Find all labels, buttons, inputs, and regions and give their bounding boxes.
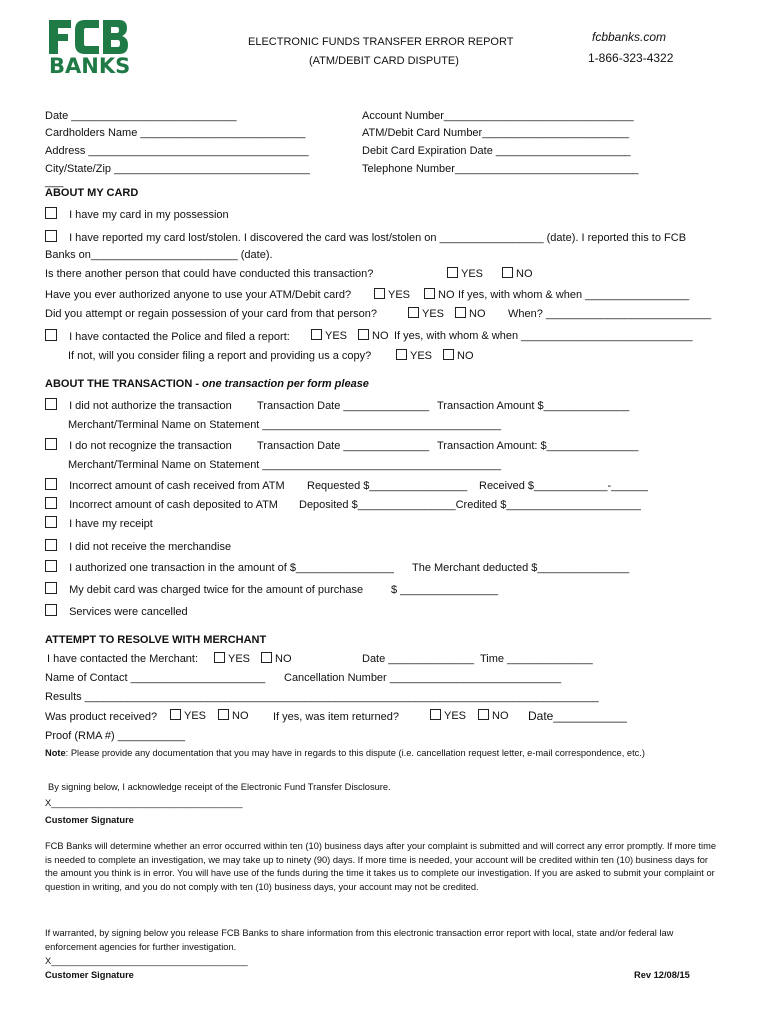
product-received-no[interactable] bbox=[218, 709, 249, 722]
possession-option[interactable] bbox=[45, 207, 229, 221]
yes-label: YES bbox=[444, 710, 467, 722]
authorized-yes[interactable] bbox=[374, 288, 410, 301]
phone-number: 1-866-323-4322 bbox=[588, 51, 674, 65]
regain-no-checkbox[interactable] bbox=[455, 307, 466, 318]
charged-twice-label: My debit card was charged twice for the amount of purchase bbox=[69, 584, 364, 596]
not-authorize-label: I did not authorize the transaction bbox=[69, 400, 232, 412]
telephone-field[interactable]: Telephone Number______________________________ bbox=[362, 163, 639, 175]
not-recognize-option[interactable] bbox=[45, 438, 232, 452]
yes-label: YES bbox=[228, 653, 251, 665]
return-date-field[interactable] bbox=[528, 709, 627, 723]
authorized-one-checkbox[interactable] bbox=[45, 560, 57, 572]
no-label: NO bbox=[275, 653, 292, 665]
police-option[interactable] bbox=[45, 329, 290, 343]
police-yes-checkbox[interactable] bbox=[311, 329, 322, 340]
transaction-amount-field-2[interactable]: Transaction Amount: $_______________ bbox=[437, 440, 639, 452]
address-field[interactable]: Address ____________________________________ bbox=[45, 145, 309, 157]
police-no-checkbox[interactable] bbox=[358, 329, 369, 340]
cash-received-option[interactable] bbox=[45, 478, 285, 492]
police-checkbox[interactable] bbox=[45, 329, 57, 341]
yes-label: YES bbox=[422, 308, 445, 320]
lost-stolen-checkbox[interactable] bbox=[45, 230, 57, 242]
charged-twice-checkbox[interactable] bbox=[45, 582, 57, 594]
merchant-name-field[interactable]: Merchant/Terminal Name on Statement _______________________________________ bbox=[68, 419, 502, 431]
no-merchandise-option[interactable] bbox=[45, 539, 231, 553]
no-label: NO bbox=[457, 350, 474, 362]
return-date-label: Date bbox=[528, 709, 554, 723]
merchant-deducted-field[interactable]: The Merchant deducted $_______________ bbox=[412, 562, 630, 574]
yes-label: YES bbox=[388, 289, 411, 301]
no-merchandise-label: I did not receive the merchandise bbox=[69, 541, 232, 553]
not-recognize-checkbox[interactable] bbox=[45, 438, 57, 450]
filing-yes[interactable] bbox=[396, 349, 432, 362]
transaction-date-field[interactable]: Transaction Date ______________ bbox=[257, 400, 430, 412]
contact-date-field[interactable]: Date ______________ bbox=[362, 653, 474, 665]
contacted-no-checkbox[interactable] bbox=[261, 652, 272, 663]
regain-yes-checkbox[interactable] bbox=[408, 307, 419, 318]
filing-yes-checkbox[interactable] bbox=[396, 349, 407, 360]
product-received-yes-checkbox[interactable] bbox=[170, 709, 181, 720]
report-title-line2: (ATM/DEBIT CARD DISPUTE) bbox=[309, 55, 459, 67]
not-authorize-option[interactable] bbox=[45, 398, 232, 412]
logo-banks-text: BANKS bbox=[49, 54, 131, 78]
receipt-checkbox[interactable] bbox=[45, 516, 57, 528]
contacted-yes-checkbox[interactable] bbox=[214, 652, 225, 663]
cash-received-label: Incorrect amount of cash received from ATM bbox=[69, 480, 285, 492]
no-label: NO bbox=[232, 710, 249, 722]
filing-no[interactable] bbox=[443, 349, 474, 362]
cancelled-checkbox[interactable] bbox=[45, 604, 57, 616]
yes-label: YES bbox=[461, 268, 484, 280]
merchant-name-field-2[interactable]: Merchant/Terminal Name on Statement _______________________________________ bbox=[68, 459, 502, 471]
regain-yes[interactable] bbox=[408, 307, 444, 320]
no-label: NO bbox=[516, 268, 533, 280]
received-field[interactable]: Received $____________-______ bbox=[479, 480, 648, 492]
signature-label-2: Customer Signature bbox=[45, 970, 134, 980]
yes-label: YES bbox=[184, 710, 207, 722]
police-label: I have contacted the Police and filed a report: bbox=[69, 331, 290, 343]
requested-field[interactable]: Requested $________________ bbox=[307, 480, 468, 492]
item-returned-no[interactable] bbox=[478, 709, 509, 722]
lost-stolen-label: I have reported my card lost/stolen. I discovered the card was lost/stolen on _________________ (date). I reported this to FCB bbox=[69, 232, 687, 244]
possession-checkbox[interactable] bbox=[45, 207, 57, 219]
regain-no[interactable] bbox=[455, 307, 486, 320]
police-whom-field[interactable]: If yes, with whom & when ____________________________ bbox=[394, 330, 693, 342]
yes-label: YES bbox=[410, 350, 433, 362]
no-merchandise-checkbox[interactable] bbox=[45, 539, 57, 551]
police-yes[interactable] bbox=[311, 329, 347, 342]
charged-twice-amount-field[interactable]: $ ________________ bbox=[391, 584, 499, 596]
date-field[interactable]: Date ___________________________ bbox=[45, 110, 237, 122]
disclosure-paragraph: FCB Banks will determine whether an error occurred within ten (10) business days after your complaint is submitted and will correct any error promptly. If more time is needed to complete an investigation, we may take up to ninety (90) days. If more time is needed, your account will be credited within ten (10) business days for the amount you think is in error. You will have use of the funds during the time it takes us to complete our investigation. If you are asked to submit your complaint or question in writing, and you do not comply with ten (10) business days, your account may not be credited. bbox=[45, 841, 717, 892]
about-transaction-heading bbox=[45, 378, 369, 390]
results-field[interactable]: Results ____________________________________________________________________________________ bbox=[45, 691, 599, 703]
contacted-yes[interactable] bbox=[214, 652, 250, 665]
warranted-paragraph: If warranted, by signing below you release FCB Banks to share information from this electronic transaction error report with local, state and/or federal law enforcement agencies for further investigation. bbox=[45, 928, 674, 952]
cancelled-label: Services were cancelled bbox=[69, 606, 188, 618]
no-label: NO bbox=[438, 289, 455, 301]
fcb-logo bbox=[49, 20, 129, 76]
about-transaction-heading-text: ABOUT THE TRANSACTION - bbox=[45, 378, 203, 390]
yes-label: YES bbox=[325, 330, 348, 342]
receipt-label: I have my receipt bbox=[69, 518, 153, 530]
another-person-no-checkbox[interactable] bbox=[502, 267, 513, 278]
item-returned-no-checkbox[interactable] bbox=[478, 709, 489, 720]
resolve-heading: ATTEMPT TO RESOLVE WITH MERCHANT bbox=[45, 634, 267, 646]
expiration-date-field[interactable]: Debit Card Expiration Date ______________________ bbox=[362, 145, 631, 157]
no-label: NO bbox=[492, 710, 509, 722]
transaction-amount-field[interactable]: Transaction Amount $______________ bbox=[437, 400, 630, 412]
authorized-whom-field[interactable]: If yes, with whom & when _________________ bbox=[458, 289, 690, 301]
no-label: NO bbox=[469, 308, 486, 320]
another-person-yes-checkbox[interactable] bbox=[447, 267, 458, 278]
note-label: Note bbox=[45, 748, 66, 758]
authorized-one-option[interactable] bbox=[45, 560, 394, 574]
authorized-one-label: I authorized one transaction in the amount of $________________ bbox=[69, 562, 394, 574]
not-authorize-checkbox[interactable] bbox=[45, 398, 57, 410]
documentation-note bbox=[45, 748, 645, 758]
authorized-yes-checkbox[interactable] bbox=[374, 288, 385, 299]
item-returned-yes-checkbox[interactable] bbox=[430, 709, 441, 720]
another-person-no[interactable] bbox=[502, 267, 533, 280]
regain-question: Did you attempt or regain possession of your card from that person? bbox=[45, 308, 378, 320]
filing-question: If not, will you consider filing a report and providing us a copy? bbox=[68, 350, 372, 362]
authorized-no-checkbox[interactable] bbox=[424, 288, 435, 299]
website-link[interactable]: fcbbanks.com bbox=[592, 30, 667, 44]
cancellation-number-field[interactable]: Cancellation Number ____________________________ bbox=[284, 672, 562, 684]
item-returned-question: If yes, was item returned? bbox=[273, 711, 399, 723]
lost-stolen-label-line2: Banks on________________________ (date). bbox=[45, 249, 273, 261]
acknowledge-text: By signing below, I acknowledge receipt of the Electronic Fund Transfer Disclosure. bbox=[48, 782, 391, 792]
not-recognize-label: I do not recognize the transaction bbox=[69, 440, 232, 452]
authorized-question: Have you ever authorized anyone to use your ATM/Debit card? bbox=[45, 289, 352, 301]
item-returned-yes[interactable] bbox=[430, 709, 466, 722]
authorized-no[interactable] bbox=[424, 288, 455, 301]
signature-line-2[interactable]: X______________________________________ bbox=[45, 956, 248, 966]
possession-label: I have my card in my possession bbox=[69, 209, 229, 221]
return-date-line: ___________ bbox=[553, 709, 627, 723]
signature-label-1: Customer Signature bbox=[45, 815, 134, 825]
signature-line-1[interactable]: X_____________________________________ bbox=[45, 798, 243, 808]
fcb-logo-mark bbox=[49, 20, 129, 56]
cash-received-checkbox[interactable] bbox=[45, 478, 57, 490]
proof-rma-field[interactable]: Proof (RMA #) ___________ bbox=[45, 730, 186, 742]
another-person-question: Is there another person that could have conducted this transaction? bbox=[45, 268, 374, 280]
product-received-question: Was product received? bbox=[45, 711, 158, 723]
filing-no-checkbox[interactable] bbox=[443, 349, 454, 360]
receipt-option[interactable] bbox=[45, 516, 153, 530]
contacted-merchant-question: I have contacted the Merchant: bbox=[47, 653, 199, 665]
police-no[interactable] bbox=[358, 329, 389, 342]
another-person-yes[interactable] bbox=[447, 267, 483, 280]
about-card-heading: ABOUT MY CARD bbox=[45, 187, 139, 199]
deposited-credited-field[interactable]: Deposited $________________Credited $______________________ bbox=[299, 499, 641, 511]
account-number-field[interactable]: Account Number_______________________________ bbox=[362, 110, 634, 122]
contact-time-field[interactable]: Time ______________ bbox=[480, 653, 593, 665]
contacted-no[interactable] bbox=[261, 652, 292, 665]
cancelled-option[interactable] bbox=[45, 604, 188, 618]
no-label: NO bbox=[372, 330, 389, 342]
card-number-field[interactable]: ATM/Debit Card Number________________________ bbox=[362, 127, 630, 139]
report-title-line1: ELECTRONIC FUNDS TRANSFER ERROR REPORT bbox=[248, 36, 514, 48]
cash-deposited-checkbox[interactable] bbox=[45, 497, 57, 509]
cash-deposited-label: Incorrect amount of cash deposited to ATM bbox=[69, 499, 278, 511]
underline-mark: ___ bbox=[45, 176, 64, 188]
lost-stolen-option[interactable] bbox=[45, 230, 686, 244]
note-text: : Please provide any documentation that you may have in regards to this dispute (i.e. cancellation request letter, e-mail correspondence, etc.) bbox=[65, 748, 645, 758]
cardholder-name-field[interactable]: Cardholders Name ___________________________ bbox=[45, 127, 306, 139]
regain-when-field[interactable]: When? ___________________________ bbox=[508, 308, 712, 320]
about-transaction-heading-note: one transaction per form please bbox=[202, 378, 369, 390]
charged-twice-option[interactable] bbox=[45, 582, 363, 596]
contact-name-field[interactable]: Name of Contact ______________________ bbox=[45, 672, 266, 684]
revision-date: Rev 12/08/15 bbox=[634, 970, 690, 980]
cash-deposited-option[interactable] bbox=[45, 497, 278, 511]
product-received-yes[interactable] bbox=[170, 709, 206, 722]
transaction-date-field-2[interactable]: Transaction Date ______________ bbox=[257, 440, 430, 452]
product-received-no-checkbox[interactable] bbox=[218, 709, 229, 720]
city-state-zip-field[interactable]: City/State/Zip ________________________________ bbox=[45, 163, 310, 175]
